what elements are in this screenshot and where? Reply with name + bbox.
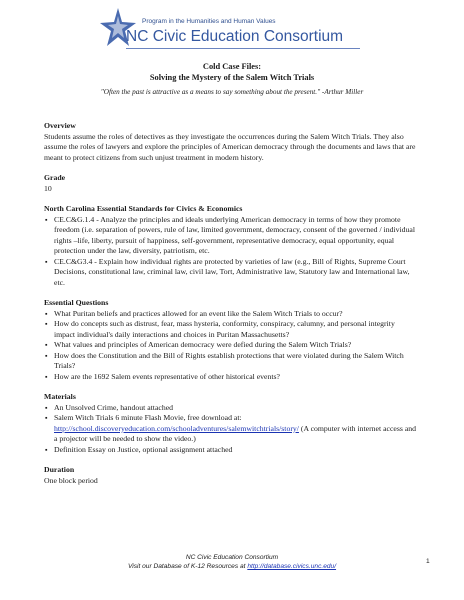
duration-heading: Duration — [44, 465, 75, 474]
materials-list — [44, 403, 416, 456]
page-number: 1 — [426, 558, 430, 565]
title-line-2: Solving the Mystery of the Salem Witch Trials — [149, 73, 315, 82]
list-item: ▪ How do concepts such as distrust, fear, mass hysteria, conformity, conspiracy, calumny, and personal integrity impact individual's daily interactions and choices in Puritan Massachusetts? — [44, 319, 416, 340]
epigraph-quote: "Often the past is attractive as a means to say something about the present." -Arthur Miller — [100, 88, 364, 96]
materials-item-text: Salem Witch Trials 6 minute Flash Movie, free download at: — [54, 413, 242, 422]
duration-value: One block period — [44, 475, 98, 485]
overview-text: Students assume the roles of detectives as they investigate the occurrences during the Salem Witch Trials. They also assume the roles of lawyers and explore the principles of American democracy through the documents and laws that are meant to protect citizens from such unjust treatment in modern history. — [44, 131, 416, 162]
footer-visit-line — [0, 563, 464, 570]
logo-rule — [126, 48, 360, 49]
materials-heading: Materials — [44, 392, 76, 401]
materials-item-note: (A computer with internet access and a projector will be needed to show the video.) — [54, 423, 417, 443]
title-line-1: Cold Case Files: — [202, 62, 262, 71]
list-item: ▪ Definition Essay on Justice, optional assignment attached — [44, 445, 416, 456]
database-link[interactable]: http://database.civics.unc.edu/ — [247, 563, 337, 570]
list-item: ▪ What values and principles of American democracy were defied during the Salem Witch Trials? — [44, 340, 416, 351]
grade-heading: Grade — [44, 173, 66, 182]
grade-value: 10 — [44, 183, 52, 193]
list-item: ▪ What Puritan beliefs and practices allowed for an event like the Salem Witch Trials to occur? — [44, 309, 416, 320]
footer-org-name: NC Civic Education Consortium — [185, 554, 279, 561]
questions-list — [44, 309, 416, 383]
list-item: ▪ An Unsolved Crime, handout attached — [44, 403, 416, 414]
consortium-logo — [96, 6, 366, 56]
list-item: ▪ How are the 1692 Salem events representative of other historical events? — [44, 372, 416, 383]
overview-heading: Overview — [44, 121, 76, 130]
logo-name: NC Civic Education Consortium — [126, 28, 344, 45]
list-item — [44, 413, 416, 445]
list-item: ▪ CE.C&G.1.4 - Analyze the principles and ideals underlying American democracy in terms of how they promote freedom (i.e. separation of powers, rule of law, limited government, democracy, consent of the governed / individual rights –life, liberty, pursuit of happiness, self-government, representative democracy, equal opportunity, equal protection under the law, diversity, patriotism, etc. — [44, 215, 416, 257]
footer-visit-text: Visit our Database of K-12 Resources at — [127, 563, 248, 570]
list-item: ▪ How does the Constitution and the Bill of Rights establish protections that were violated during the Salem Witch Trials? — [44, 351, 416, 372]
logo-tagline: Program in the Humanities and Human Values — [142, 18, 276, 25]
list-item: ▪ CE.C&G3.4 - Explain how individual rights are protected by varieties of law (e.g., Bill of Rights, Supreme Court Decisions, constitutional law, criminal law, civil law, Tort, Administrative law, Statutory law and International law, etc. — [44, 257, 416, 289]
salem-movie-link[interactable]: http://school.discoveryeducation.com/schooladventures/salemwitchtrials/story/ — [54, 423, 299, 433]
document-body — [44, 121, 416, 486]
standards-heading: North Carolina Essential Standards for Civics & Economics — [44, 204, 243, 213]
standards-list — [44, 215, 416, 289]
questions-heading: Essential Questions — [44, 298, 109, 307]
